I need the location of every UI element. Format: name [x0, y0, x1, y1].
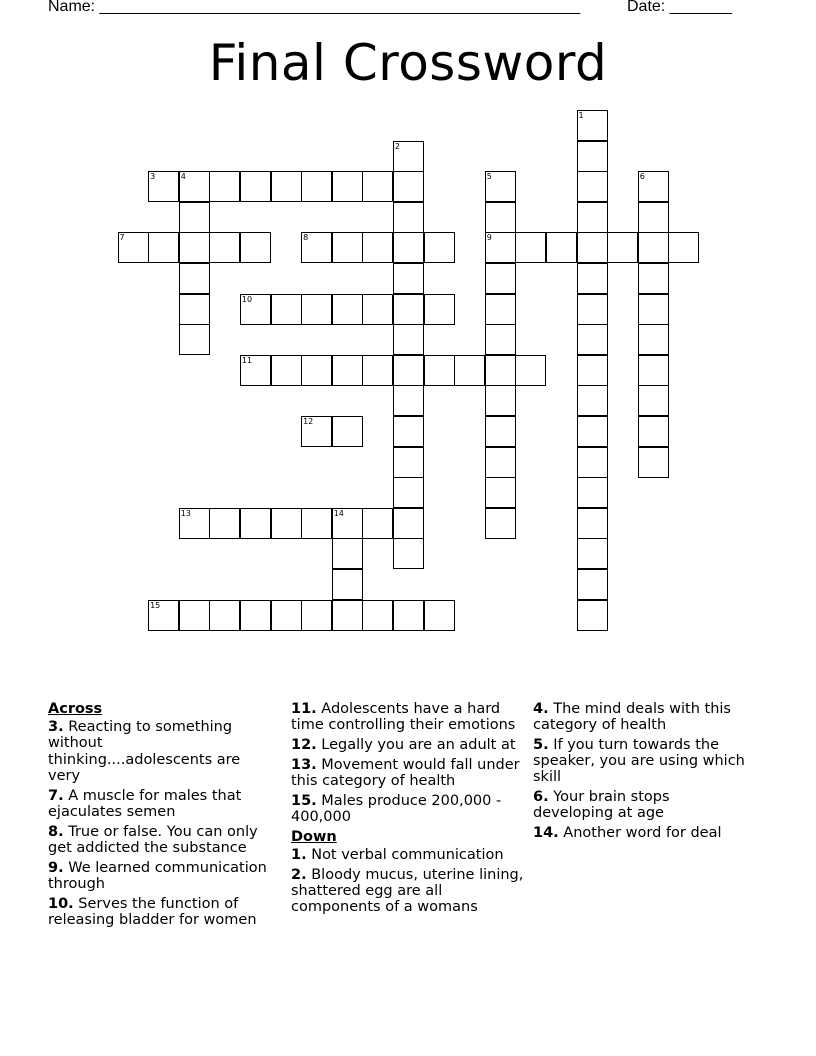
clue-number: 5	[486, 172, 492, 182]
crossword-cell[interactable]	[577, 110, 608, 141]
crossword-cell[interactable]	[577, 447, 608, 478]
crossword-cell[interactable]	[118, 232, 149, 263]
crossword-cell[interactable]	[515, 232, 546, 263]
clue-number: 13	[180, 508, 191, 518]
crossword-cell[interactable]	[179, 508, 210, 539]
date-line[interactable]: _______	[669, 0, 732, 15]
crossword-cell[interactable]	[577, 355, 608, 386]
crossword-cell[interactable]	[271, 294, 302, 325]
crossword-cell[interactable]	[577, 141, 608, 172]
crossword-cell[interactable]	[577, 477, 608, 508]
crossword-cell[interactable]	[393, 171, 424, 202]
crossword-cell[interactable]	[515, 355, 546, 386]
crossword-cell[interactable]	[454, 355, 485, 386]
crossword-cell[interactable]	[362, 508, 393, 539]
crossword-cell[interactable]	[362, 355, 393, 386]
crossword-cell[interactable]	[393, 385, 424, 416]
crossword-cell[interactable]	[424, 294, 455, 325]
crossword-cell[interactable]	[240, 508, 271, 539]
crossword-cell[interactable]	[271, 355, 302, 386]
crossword-cell[interactable]	[638, 232, 669, 263]
crossword-cell[interactable]	[240, 232, 271, 263]
down-heading: Down	[291, 828, 337, 845]
clue-number: 9	[486, 233, 492, 243]
crossword-cell[interactable]	[393, 477, 424, 508]
crossword-cell[interactable]	[332, 416, 363, 447]
crossword-cell[interactable]	[301, 232, 332, 263]
crossword-cell[interactable]	[577, 324, 608, 355]
crossword-cell[interactable]	[393, 294, 424, 325]
crossword-cell[interactable]	[424, 600, 455, 631]
crossword-cell[interactable]	[301, 294, 332, 325]
crossword-cell[interactable]	[638, 263, 669, 294]
crossword-cell[interactable]	[148, 171, 179, 202]
crossword-cell[interactable]	[301, 355, 332, 386]
crossword-cell[interactable]	[577, 416, 608, 447]
clue-number: 6	[639, 172, 645, 182]
crossword-cell[interactable]	[240, 355, 271, 386]
crossword-cell[interactable]	[393, 263, 424, 294]
clue-number: 10	[241, 294, 253, 304]
crossword-cell[interactable]	[577, 232, 608, 263]
crossword-cell[interactable]	[485, 263, 516, 294]
crossword-cell[interactable]	[209, 508, 240, 539]
across-clue: 7. A muscle for males that ejaculates semen	[48, 787, 242, 820]
crossword-cell[interactable]	[638, 171, 669, 202]
crossword-cell[interactable]	[393, 447, 424, 478]
crossword-cell[interactable]	[577, 171, 608, 202]
crossword-cell[interactable]	[209, 171, 240, 202]
crossword-cell[interactable]	[179, 324, 210, 355]
clue-column-2	[291, 701, 527, 919]
crossword-cell[interactable]	[577, 385, 608, 416]
down-clue: 1. Not verbal communication	[291, 847, 504, 863]
crossword-cell[interactable]	[179, 171, 210, 202]
crossword-cell[interactable]	[393, 416, 424, 447]
crossword-cell[interactable]	[485, 232, 516, 263]
date-label: Date:	[627, 0, 670, 15]
crossword-cell[interactable]	[393, 324, 424, 355]
crossword-cell[interactable]	[393, 232, 424, 263]
crossword-cell[interactable]	[638, 324, 669, 355]
clue-number: 4	[180, 172, 186, 182]
crossword-cell[interactable]	[393, 141, 424, 172]
crossword-cell[interactable]	[577, 263, 608, 294]
crossword-cell[interactable]	[301, 600, 332, 631]
down-clue: 4. The mind deals with this category of health	[533, 701, 731, 734]
crossword-cell[interactable]	[240, 600, 271, 631]
crossword-cell[interactable]	[546, 232, 577, 263]
across-clue: 15. Males produce 200,000 - 400,000	[291, 792, 502, 825]
clue-number: 3	[150, 172, 156, 182]
crossword-cell[interactable]	[332, 294, 363, 325]
crossword-cell[interactable]	[209, 600, 240, 631]
crossword-cell[interactable]	[485, 171, 516, 202]
crossword-cell[interactable]	[301, 508, 332, 539]
crossword-cell[interactable]	[485, 385, 516, 416]
down-clue: 2. Bloody mucus, uterine lining, shattered egg are all components of a womans	[291, 866, 524, 916]
crossword-cell[interactable]	[332, 171, 363, 202]
clue-number: 12	[303, 417, 314, 426]
clue-number: 11	[241, 355, 253, 365]
down-clue: 6. Your brain stops developing at age	[533, 789, 670, 822]
name-line[interactable]: ______________________________________________________	[99, 0, 581, 15]
crossword-cell[interactable]	[179, 263, 210, 294]
clue-column-1	[48, 701, 270, 932]
across-clue: 12. Legally you are an adult at	[291, 737, 516, 753]
crossword-cell[interactable]	[179, 202, 210, 233]
crossword-cell[interactable]	[148, 232, 179, 263]
crossword-cell[interactable]	[577, 569, 608, 600]
crossword-cell[interactable]	[485, 416, 516, 447]
crossword-cell[interactable]	[485, 294, 516, 325]
crossword-cell[interactable]	[638, 416, 669, 447]
crossword-cell[interactable]	[332, 538, 363, 569]
crossword-cell[interactable]	[393, 355, 424, 386]
crossword-cell[interactable]	[485, 324, 516, 355]
page-title: Final Crossword	[208, 34, 608, 92]
crossword-cell[interactable]	[577, 294, 608, 325]
clue-number: 8	[303, 233, 309, 243]
across-clue: 9. We learned communication through	[48, 859, 267, 892]
across-clue: 3. Reacting to something without thinking....adolescents are very	[48, 719, 241, 784]
clue-number: 14	[333, 508, 344, 518]
crossword-cell[interactable]	[332, 508, 363, 539]
crossword-cell[interactable]	[332, 232, 363, 263]
crossword-cell[interactable]	[638, 447, 669, 478]
across-clue: 8. True or false. You can only get addicted the substance	[48, 823, 258, 856]
clue-number: 15	[150, 600, 161, 610]
crossword-cell[interactable]	[577, 600, 608, 631]
down-clue: 14. Another word for deal	[533, 825, 722, 842]
crossword-cell[interactable]	[424, 355, 455, 386]
crossword-cell[interactable]	[393, 202, 424, 233]
crossword-cell[interactable]	[638, 294, 669, 325]
crossword-cell[interactable]	[577, 202, 608, 233]
crossword-cell[interactable]	[301, 416, 332, 447]
crossword-cell[interactable]	[332, 355, 363, 386]
crossword-cell[interactable]	[209, 232, 240, 263]
down-clue: 5. If you turn towards the speaker, you are using which skill	[533, 737, 745, 786]
crossword-cell[interactable]	[485, 477, 516, 508]
crossword-cell[interactable]	[424, 232, 455, 263]
crossword-cell[interactable]	[271, 600, 302, 631]
across-clue: 10. Serves the function of releasing bladder for women	[48, 895, 257, 928]
crossword-cell[interactable]	[179, 232, 210, 263]
crossword-cell[interactable]	[638, 355, 669, 386]
crossword-cell[interactable]	[485, 447, 516, 478]
crossword-cell[interactable]	[577, 508, 608, 539]
crossword-cell[interactable]	[638, 385, 669, 416]
crossword-cell[interactable]	[485, 202, 516, 233]
crossword-cell[interactable]	[362, 232, 393, 263]
across-clue: 11. Adolescents have a hard time controlling their emotions	[291, 701, 516, 734]
crossword-cell[interactable]	[179, 294, 210, 325]
crossword-cell[interactable]	[393, 538, 424, 569]
crossword-cell[interactable]	[393, 600, 424, 631]
crossword-cell[interactable]	[332, 600, 363, 631]
crossword-cell[interactable]	[393, 508, 424, 539]
across-heading: Across	[48, 701, 103, 717]
crossword-cell[interactable]	[668, 232, 699, 263]
crossword-cell[interactable]	[240, 294, 271, 325]
crossword-cell[interactable]	[271, 171, 302, 202]
crossword-cell[interactable]	[638, 202, 669, 233]
clue-number: 1	[578, 111, 584, 120]
crossword-cell[interactable]	[271, 508, 302, 539]
crossword-cell[interactable]	[485, 355, 516, 386]
crossword-cell[interactable]	[362, 171, 393, 202]
crossword-cell[interactable]	[301, 171, 332, 202]
crossword-cell[interactable]	[362, 294, 393, 325]
crossword-cell[interactable]	[240, 171, 271, 202]
clue-number: 2	[394, 141, 400, 151]
name-label: Name:	[48, 0, 100, 15]
crossword-cell[interactable]	[362, 600, 393, 631]
clue-number: 7	[119, 233, 125, 243]
crossword-cell[interactable]	[485, 508, 516, 539]
crossword-cell[interactable]	[148, 600, 179, 631]
crossword-cell[interactable]	[179, 600, 210, 631]
across-clue: 13. Movement would fall under this category of health	[291, 756, 520, 789]
crossword-cell[interactable]	[332, 569, 363, 600]
crossword-cell[interactable]	[577, 538, 608, 569]
clue-column-3	[533, 701, 753, 845]
crossword-cell[interactable]	[607, 232, 638, 263]
